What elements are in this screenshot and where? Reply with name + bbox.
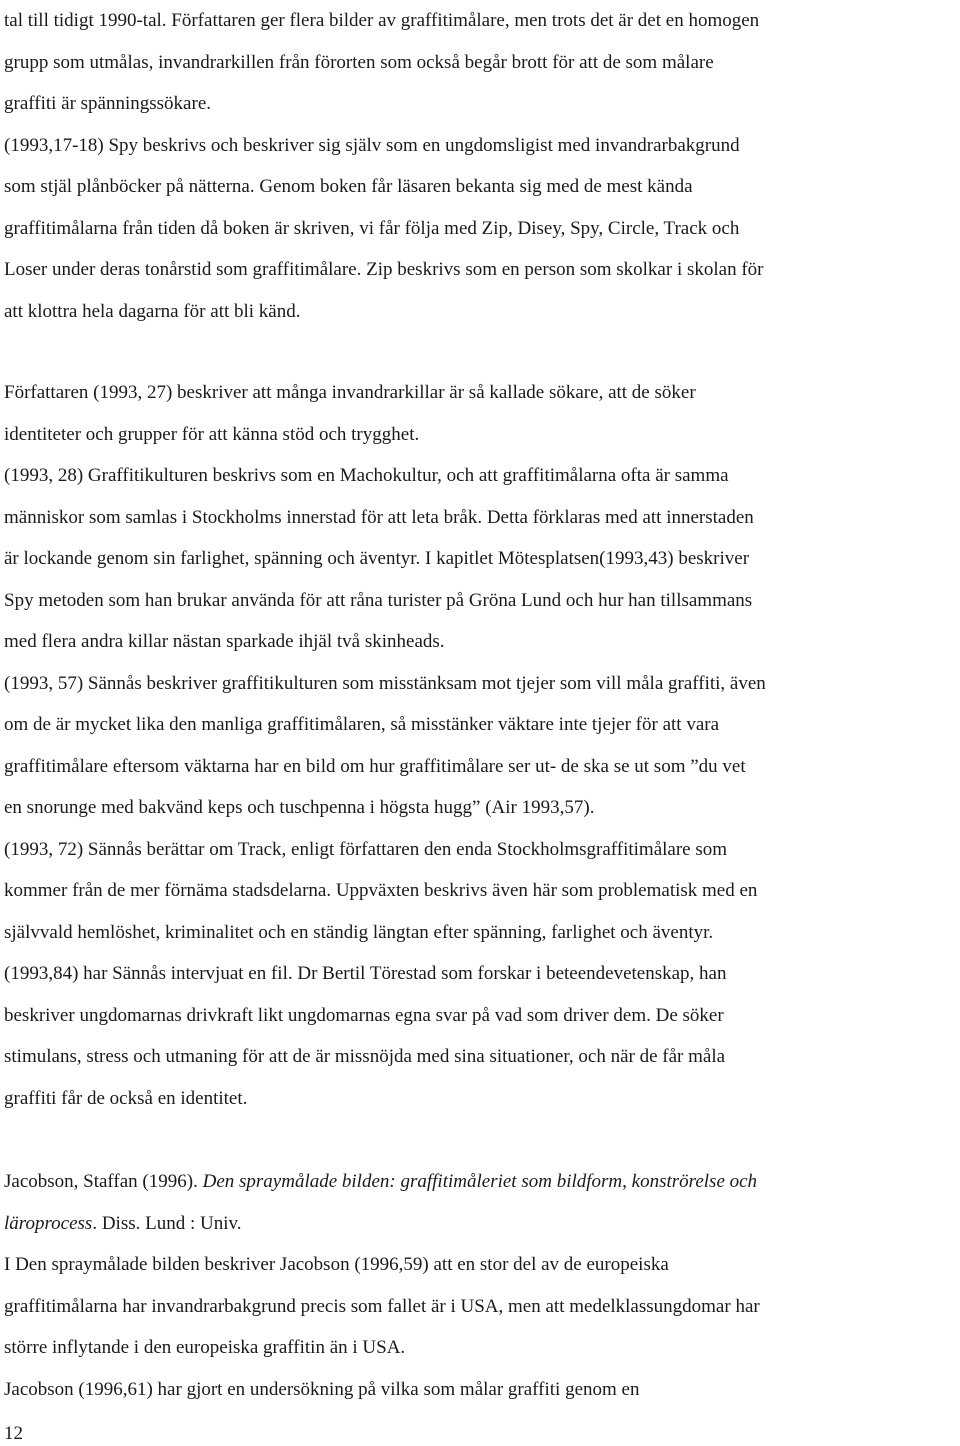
text-line: graffitimålare eftersom väktarna har en bild om hur graffitimålare ser ut- de ska se ut som ”du vet xyxy=(4,755,746,777)
reference-title-continued: läroprocess xyxy=(4,1212,93,1234)
reference-line xyxy=(4,1161,956,1203)
text-line: människor som samlas i Stockholms innerstad för att leta bråk. Detta förklaras med att innerstaden xyxy=(4,506,754,528)
text-line: att klottra hela dagarna för att bli känd. xyxy=(4,300,301,322)
text-line: som stjäl plånböcker på nätterna. Genom boken får läsaren bekanta sig med de mest kända xyxy=(4,176,693,197)
text-line: Jacobson (1996,61) har gjort en undersökning på vilka som målar graffiti genom en xyxy=(4,1378,640,1400)
text-line: graffitimålarna från tiden då boken är skriven, vi får följa med Zip, Disey, Spy, Circle, Track och xyxy=(4,217,740,239)
page-number: 12 xyxy=(4,1423,23,1444)
text-line: grupp som utmålas, invandrarkillen från förorten som också begår brott för att de som målare xyxy=(4,51,714,73)
bibliography-reference xyxy=(4,1161,956,1244)
text-line: graffiti är spänningssökare. xyxy=(4,93,212,114)
text-line: (1993, 57) Sännås beskriver graffitikulturen som misstänksam mot tjejer som vill måla graffiti, även xyxy=(4,672,766,694)
text-line: om de är mycket lika den manliga graffitimålaren, så misstänker väktare inte tjejer för att vara xyxy=(4,714,720,735)
paragraph-spacer xyxy=(4,332,956,372)
paragraph-spacer xyxy=(4,1119,956,1161)
text-line: en snorunge med bakvänd keps och tuschpenna i högsta hugg” (Air 1993,57). xyxy=(4,797,595,818)
reference-line xyxy=(4,1203,956,1245)
document-page xyxy=(4,0,956,1410)
paragraph-2 xyxy=(4,372,956,1119)
text-line: Författaren (1993, 27) beskriver att många invandrarkillar är så kallade sökare, att de söker xyxy=(4,382,696,403)
text-line: (1993,17-18) Spy beskrivs och beskriver sig själv som en ungdomsligist med invandrarbakgrund xyxy=(4,134,740,156)
paragraph-3 xyxy=(4,1244,956,1410)
text-line: beskriver ungdomarnas drivkraft likt ungdomarnas egna svar på vad som driver dem. De söker xyxy=(4,1004,724,1026)
text-line: identiteter och grupper för att känna stöd och trygghet. xyxy=(4,423,420,445)
text-line: stimulans, stress och utmaning för att de är missnöjda med sina situationer, och när de får måla xyxy=(4,1046,726,1067)
text-line: graffiti får de också en identitet. xyxy=(4,1087,248,1109)
text-line: självvald hemlöshet, kriminalitet och en ständig längtan efter spänning, farlighet och äventyr. xyxy=(4,921,714,943)
paragraph-1 xyxy=(4,0,956,332)
reference-title: Den spraymålade bilden: graffitimåleriet som bildform, konströrelse och xyxy=(202,1171,758,1192)
text-line: tal till tidigt 1990-tal. Författaren ger flera bilder av graffitimålare, men trots det är det en homogen xyxy=(4,10,760,31)
text-line: I Den spraymålade bilden beskriver Jacobson (1996,59) att en stor del av de europeiska xyxy=(4,1254,669,1275)
text-line: med flera andra killar nästan sparkade ihjäl två skinheads. xyxy=(4,631,445,652)
text-line: Loser under deras tonårstid som graffitimålare. Zip beskrivs som en person som skolkar i skolan för xyxy=(4,259,764,280)
text-line: är lockande genom sin farlighet, spänning och äventyr. I kapitlet Mötesplatsen(1993,43) beskriver xyxy=(4,548,750,569)
text-line: (1993, 28) Graffitikulturen beskrivs som en Machokultur, och att graffitimålarna ofta är samma xyxy=(4,465,729,486)
reference-publication: . Diss. Lund : Univ. xyxy=(92,1212,242,1234)
text-line: större inflytande i den europeiska graffitin än i USA. xyxy=(4,1337,406,1358)
text-line: Spy metoden som han brukar använda för att råna turister på Gröna Lund och hur han tillsammans xyxy=(4,589,753,611)
text-line: (1993, 72) Sännås berättar om Track, enligt författaren den enda Stockholmsgraffitimålare som xyxy=(4,838,728,860)
reference-author: Jacobson, Staffan (1996). xyxy=(4,1171,203,1192)
text-line: graffitimålarna har invandrarbakgrund precis som fallet är i USA, men att medelklassungdomar har xyxy=(4,1295,760,1317)
text-line: (1993,84) har Sännås intervjuat en fil. Dr Bertil Törestad som forskar i beteendevetenskap, han xyxy=(4,963,727,984)
text-line: kommer från de mer förnäma stadsdelarna. Uppväxten beskrivs även här som problematisk med en xyxy=(4,880,758,901)
